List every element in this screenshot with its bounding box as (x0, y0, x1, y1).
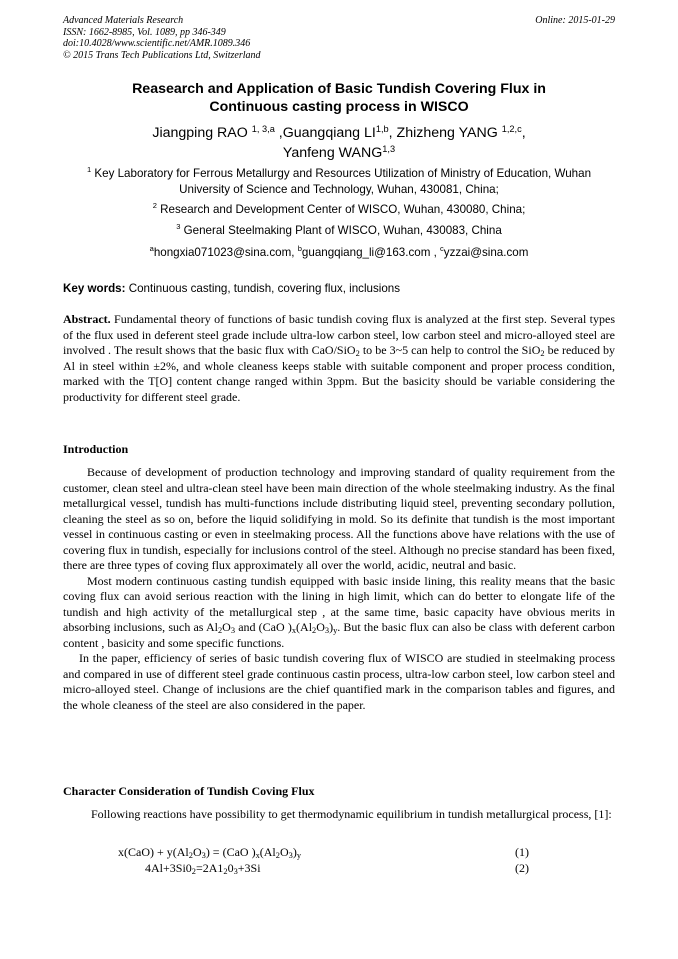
equation-text: x(CaO) + y(Al (118, 845, 189, 859)
subscript: 2 (540, 349, 545, 358)
affiliation-1-line-2: University of Science and Technology, Wuhan, 430081, China; (179, 183, 499, 196)
affil-marker: 1 (86, 165, 92, 174)
email-link[interactable]: hongxia071023@sina.com, (153, 246, 298, 259)
subscript: 2 (223, 867, 228, 876)
equation-text: (Al (259, 845, 276, 859)
affiliation-1 (63, 166, 615, 198)
email-marker: b (297, 244, 302, 253)
email-line (63, 245, 615, 261)
equation-text: 0 (227, 861, 234, 875)
paragraph-text: O (316, 620, 325, 634)
doi-line: doi:10.4028/www.scientific.net/AMR.1089.346 (63, 38, 251, 49)
equation-2-number: (2) (515, 861, 529, 875)
affiliation-3 (63, 223, 615, 239)
keywords-text: Continuous casting, tundish, covering flux, inclusions (128, 282, 401, 295)
author-list (63, 123, 615, 163)
author-affil-marker: 1,2,c (501, 124, 522, 134)
equation-text: 4Al+3Si0 (145, 861, 192, 875)
equation-text: +3Si (237, 861, 261, 875)
subscript: y (333, 626, 338, 635)
subscript: 2 (217, 626, 223, 635)
affiliation-1-line-1 (63, 166, 615, 182)
affil-marker: 2 (152, 201, 157, 210)
character-paragraph-1: Following reactions have possibility to get thermodynamic equilibrium in tundish metallurgical process, [1]: (91, 807, 612, 821)
author-name: ,Guangqiang LI (278, 125, 376, 141)
equation-text: O (279, 845, 289, 859)
subscript: 2 (355, 349, 360, 358)
issn-line: ISSN: 1662-8985, Vol. 1089, pp 346-349 (63, 26, 226, 38)
subscript: x (255, 851, 260, 860)
keywords-label: Key words: (63, 282, 126, 295)
paper-title (63, 80, 615, 116)
email-marker: c (440, 244, 444, 253)
author-name: Jiangping RAO (152, 125, 248, 141)
subscript: 2 (188, 851, 193, 860)
authors-line-1 (63, 123, 615, 143)
equation-text: O (192, 845, 202, 859)
abstract-text: be reduced by Al in steel within ±2%, and whole cleaness keeps stable with suitable component and proper process condition, marked with the T[O] content change ranged within 3ppm. But the basicity should be variable considering the productivity for different steel grade. (63, 343, 615, 404)
subscript: 3 (233, 867, 238, 876)
equation-1-number: (1) (515, 845, 529, 859)
equation-text: ) (292, 845, 297, 859)
subscript: 2 (275, 851, 280, 860)
abstract (63, 312, 615, 405)
email-link[interactable]: yzzai@sina.com (443, 246, 529, 259)
copyright-line: © 2015 Trans Tech Publications Ltd, Switzerland (63, 49, 261, 61)
equation-text: ) = (CaO ) (205, 845, 256, 859)
paragraph-text: and (CaO ) (235, 620, 292, 634)
affil-text: Key Laboratory for Ferrous Metallurgy and Resources Utilization of Ministry of Education, Wuhan (94, 167, 592, 180)
paragraph-text: ) (329, 620, 334, 634)
affil-text: Research and Development Center of WISCO, Wuhan, 430080, China; (160, 203, 526, 216)
title-line-1: Reasearch and Application of Basic Tundish Covering Flux in (132, 81, 546, 97)
author-affil-marker: 1,b (375, 124, 389, 134)
abstract-text: to be 3~5 can help to control the SiO (359, 343, 541, 357)
keywords (63, 281, 615, 297)
author-affil-marker: 1,3 (382, 144, 396, 154)
title-line-2: Continuous casting process in WISCO (209, 99, 469, 115)
subscript: 2 (191, 867, 196, 876)
abstract-label: Abstract. (63, 312, 111, 326)
subscript: x (291, 626, 297, 635)
introduction-body (63, 465, 615, 713)
authors-line-2 (63, 143, 615, 163)
paragraph-text: . But the basic flux can also be class with deferent carbon content , basicity and some specific functions. (63, 620, 615, 650)
online-date: Online: 2015-01-29 (535, 15, 615, 26)
email-link[interactable]: guangqiang_li@163.com , (301, 246, 441, 259)
author-affil-marker: 1, 3,a (251, 124, 275, 134)
subscript: y (296, 851, 301, 860)
email-marker: a (149, 244, 154, 253)
intro-paragraph-2 (63, 574, 615, 652)
abstract-text: Fundamental theory of functions of basic tundish coving flux is analyzed at the first step. Several types of the flux used in deferent steel grade include ultra-low carbon steel, low carbon steel and micro-alloyed steel are involved . The result shows that the basic flux with CaO/SiO (63, 312, 615, 357)
character-heading: Character Consideration of Tundish Coving Flux (63, 784, 315, 798)
subscript: 3 (230, 626, 236, 635)
paragraph-text: Most modern continuous casting tundish equipped with basic inside lining, this reality means that the basic coving flux can avoid serious reaction with the lining in high limit, which can do better to elongate life of the tundish and high activity of the metallurgical step , at the same time, basic capacity have obvious merits in absorbing inclusions, such as Al (63, 573, 615, 634)
author-separator: , (521, 125, 526, 141)
paragraph-text: (Al (296, 620, 313, 634)
intro-paragraph-1: Because of development of production technology and improving standard of quality requirement from the customer, clean steel and ultra-clean steel have been main direction of the whole steelmaking industry. As the final metallurgical vessel, tundish has multi-functions include distributing liquid steel, preventing secondary pollution, cleaning the steel as so on, before the liquid solidifying in mold. So its definite that tundish is the most important vessel in continuous casting or even in steelmaking process. All the functions above have relations with the use of covering flux in tundish, especially for inclusions control of the steel. Although no precise standard has been fixed, there are three types of coving flux approximately all over the world, acidic, neutral and basic. (63, 465, 615, 572)
character-body (63, 807, 615, 823)
subscript: 3 (201, 851, 206, 860)
affil-marker: 3 (176, 222, 181, 231)
equation-1 (118, 845, 301, 860)
paragraph-text: O (222, 620, 231, 634)
author-name: Yanfeng WANG (282, 145, 383, 161)
abstract-paragraph (63, 312, 615, 405)
subscript: 2 (312, 626, 317, 635)
equation-2 (145, 861, 261, 876)
subscript: 3 (324, 626, 330, 635)
affiliation-2 (63, 202, 615, 218)
introduction-heading: Introduction (63, 442, 129, 456)
journal-name: Advanced Materials Research (63, 15, 184, 26)
affil-text: General Steelmaking Plant of WISCO, Wuhan, 430083, China (183, 224, 502, 237)
intro-paragraph-3: In the paper, efficiency of series of basic tundish covering flux of WISCO are studied in steelmaking process and compared in use of different steel grade continuous castin process, ultra-low carbon steel, low carbon steel and micro-alloyed steel. Change of inclusions are the chief quantified mark in the comparison tables and figures, and the whole cleaness of the steel are also considered in the paper. (63, 651, 615, 712)
journal-header (63, 15, 615, 61)
equation-text: =2A1 (195, 861, 224, 875)
author-name: , Zhizheng YANG (388, 125, 498, 141)
subscript: 3 (288, 851, 293, 860)
